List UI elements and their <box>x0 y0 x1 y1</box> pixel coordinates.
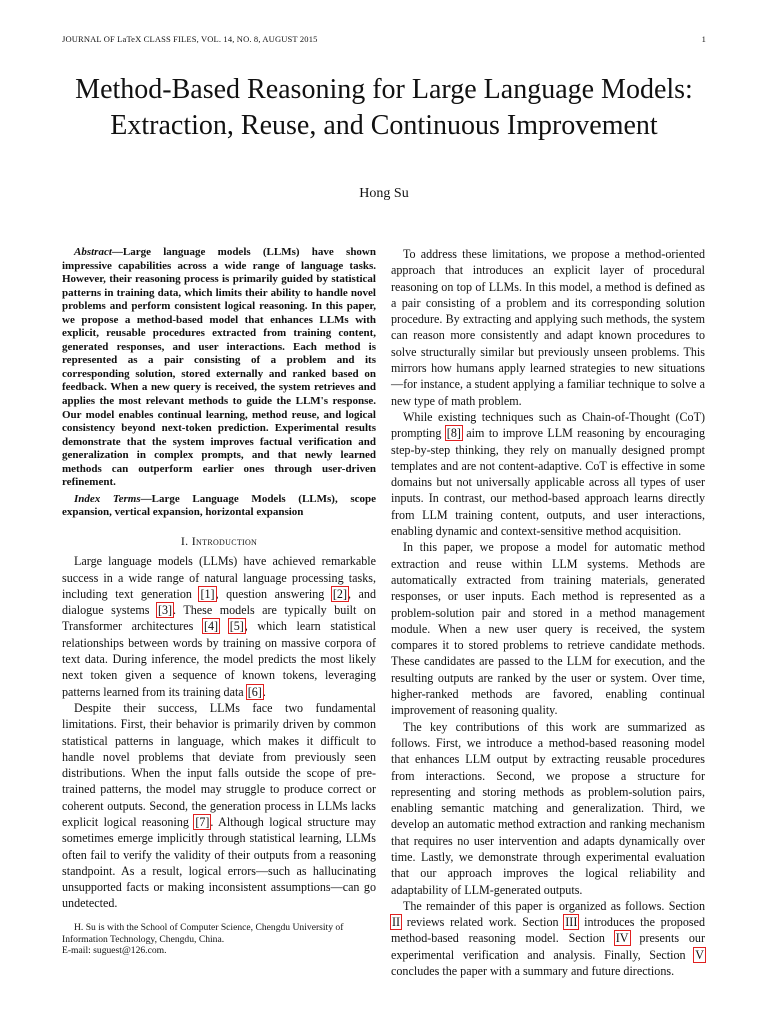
citation-link[interactable]: [5] <box>229 619 244 634</box>
index-terms <box>62 493 376 520</box>
citation-link[interactable]: [4] <box>203 619 219 634</box>
citation-link[interactable]: [8] <box>446 426 461 441</box>
footnote-affiliation: H. Su is with the School of Computer Science, Chengdu University of Information Technology, Chengdu, China. <box>62 921 344 945</box>
index-terms-text: —Large Language Models (LLMs), scope expansion, vertical expansion, horizontal expansion <box>62 492 376 519</box>
citation-link[interactable]: [7] <box>195 814 210 829</box>
intro-paragraph-5: In this paper, we propose a model for automatic method extraction and reuse within LLM systems. Methods are automatically extracted from training materials, generated responses, or user inputs. Each method is represented as a problem-solution pair and stored in a method management module. When a new user query is received, the system compares it to stored problems to retrieve candidate methods. These candidates are passed to the LLM for execution, and the resulting outputs are ranked by the user or system. Over time, higher-ranked methods are favored, enabling continual improvement of reasoning quality. <box>391 540 705 718</box>
author-name: Hong Su <box>359 186 409 201</box>
intro-paragraph-7: The remainder of this paper is organized as follows. Section II reviews related work. Section III introduces the proposed method-based reasoning model. Section IV presents our experimental verification and analysis. Finally, Section V concludes the paper with a summary and future directions. <box>391 898 705 979</box>
citation-link[interactable]: [6] <box>247 684 262 699</box>
citation-link[interactable]: [3] <box>157 603 173 618</box>
citation-link[interactable]: [1] <box>200 586 215 601</box>
abstract <box>62 246 376 490</box>
journal-name: JOURNAL OF LaTeX CLASS FILES, VOL. 14, NO. 8, AUGUST 2015 <box>62 34 318 44</box>
footnote-email: E-mail: suguest@126.com. <box>62 945 167 957</box>
section-heading-introduction: I. Introduction <box>180 533 258 548</box>
intro-paragraph-1: Large language models (LLMs) have achieved remarkable success in a wide range of natural language processing tasks, including text generation [1], question answering [2], and dialogue systems [3]. These models are typically built on Transformer architectures [4] [5], which learn statistical relationships between words by training on massive corpora of text data. During inference, the model predicts the most likely next token given a sequence of known tokens, leveraging patterns learned from its training data [6]. <box>62 554 376 699</box>
running-head <box>62 34 706 44</box>
right-column <box>391 246 705 979</box>
section-reference-link[interactable]: II <box>392 915 401 930</box>
index-terms-label: Index Terms <box>74 492 141 505</box>
section-reference-link[interactable]: V <box>695 947 704 962</box>
intro-paragraph-2: Despite their success, LLMs face two fundamental limitations. First, their behavior is primarily driven by common statistical patterns in language, which makes it difficult to handle novel problems that deviate from previously seen distributions. When the input falls outside the scope of pre-trained patterns, the model may struggle to produce correct or coherent outputs. Second, the generation process in LLMs lacks explicit logical reasoning [7]. Although logical structure may sometimes emerge implicitly through statistical learning, LLMs often fail to verify the validity of their outputs from a reasoning standpoint. As a result, logical errors—such as hallucinating unsupported facts or making inconsistent assumptions—can go undetected. <box>62 700 376 911</box>
left-column <box>62 246 376 957</box>
abstract-text: —Large language models (LLMs) have shown impressive capabilities across a wide range of language tasks. However, their reasoning process is primarily guided by statistical patterns in training data, which limits their ability to handle novel problems and perform consistent logical reasoning. In this paper, we propose a method-based model that enhances LLMs with explicit, reusable procedures extracted from training content, generated responses, and user interactions. Each method is represented as a pair consisting of a problem and its corresponding solution, stored externally and ranked based on feedback. When a new query is received, the system retrieves and applies the most relevant methods to guide the LLM's response. Our model enables continual learning, method reuse, and logical consistency beyond next-token prediction. Experimental results demonstrate that the system improves factual verification and generalization in complex prompts, and that newly learned methods can outperform earlier ones through user-driven refinement. <box>62 246 376 489</box>
intro-paragraph-4: While existing techniques such as Chain-of-Thought (CoT) prompting [8] aim to improve LLM reasoning by encouraging step-by-step thinking, they rely on manually designed prompt templates and are not content-adaptive. CoT is effective in some domains but not universally applicable across all types of user inputs. In contrast, our method-based approach learns directly from LLM training content, outputs, and user interactions, enabling dynamic and context-sensitive method acquisition. <box>391 409 705 539</box>
intro-paragraph-3: To address these limitations, we propose a method-oriented approach that introduces an explicit layer of procedural reasoning on top of LLMs. In this model, a method is defined as a pair consisting of a problem and its corresponding solution procedure. By extracting and applying such methods, the system can reason more consistently and adapt known procedures to solve structurally similar but previously unseen problems. This mirrors how humans apply learned strategies to new situations—for instance, a student applying a familiar technique to solve a new type of math problem. <box>391 247 705 408</box>
citation-link[interactable]: [2] <box>332 586 347 601</box>
section-reference-link[interactable]: IV <box>615 931 629 946</box>
author-footnote <box>62 922 376 957</box>
intro-paragraph-6: The key contributions of this work are summarized as follows. First, we introduce a method-based reasoning model that enhances LLM output by extracting reusable procedures from interactions. Second, we propose a structure for representing and storing methods as problem-solution pairs, enabling semantic matching and generalization. Third, we develop an automatic method extraction and ranking mechanism that requires no user intervention and adapts dynamically over time. Lastly, we demonstrate through experimental evaluation that our approach improves the logical reliability and adaptability of LLM-generated outputs. <box>391 719 705 897</box>
abstract-label: Abstract <box>74 246 112 258</box>
page-number: 1 <box>701 34 706 44</box>
paper-title: Method-Based Reasoning for Large Language Models: Extraction, Reuse, and Continuous Improvement <box>75 74 693 141</box>
section-reference-link[interactable]: III <box>565 915 578 930</box>
